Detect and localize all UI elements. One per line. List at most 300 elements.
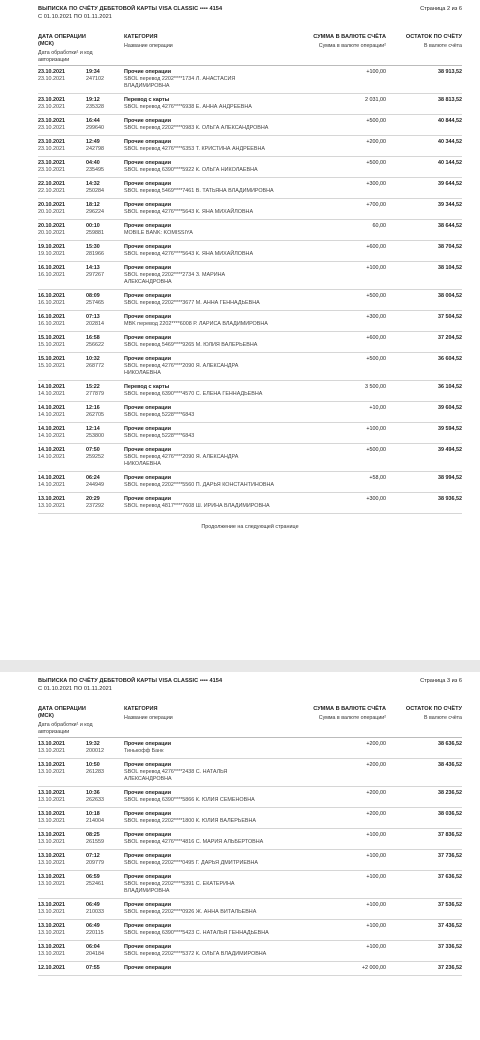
operation-date: 23.10.2021 xyxy=(38,118,65,124)
operation-category: Прочие операции xyxy=(124,475,172,481)
account-balance: 38 704,52 xyxy=(438,244,462,250)
table-row xyxy=(38,115,462,136)
account-balance: 38 813,52 xyxy=(438,97,462,103)
operation-time: 00:10 xyxy=(86,223,100,229)
operation-amount: +100,00 xyxy=(366,853,386,859)
processing-date: 23.10.2021 xyxy=(38,125,65,131)
processing-date: 16.10.2021 xyxy=(38,300,65,306)
processing-date: 23.10.2021 xyxy=(38,167,65,173)
table-row xyxy=(38,157,462,178)
processing-date: 13.10.2021 xyxy=(38,860,65,866)
operation-amount: +600,00 xyxy=(366,244,386,250)
operation-description: SBOL перевод 2202****0495 Г. ДАРЬЯ ДМИТРИЕВНА xyxy=(124,860,259,866)
operation-date: 20.10.2021 xyxy=(38,223,65,229)
account-balance: 38 004,52 xyxy=(438,293,462,299)
operation-category: Прочие операции xyxy=(124,923,172,929)
col-balance-sub: В валюте счёта xyxy=(423,43,462,49)
processing-date: 15.10.2021 xyxy=(38,363,65,369)
auth-code: 235328 xyxy=(86,104,104,110)
auth-code: 210033 xyxy=(86,909,104,915)
processing-date: 13.10.2021 xyxy=(38,818,65,824)
operation-amount: +700,00 xyxy=(366,202,386,208)
operation-time: 15:30 xyxy=(86,244,100,250)
col-sum-sub: Сумма в валюте операции² xyxy=(318,43,386,49)
operation-amount: +100,00 xyxy=(366,944,386,950)
auth-code: 204184 xyxy=(86,951,104,957)
operation-amount: +10,00 xyxy=(369,405,386,411)
operation-amount: +500,00 xyxy=(366,160,386,166)
col-category-header: КАТЕГОРИЯ xyxy=(124,34,158,40)
account-balance: 38 644,52 xyxy=(438,223,462,229)
auth-code: 259252 xyxy=(86,454,104,460)
operation-date: 16.10.2021 xyxy=(38,293,65,299)
operation-date: 13.10.2021 xyxy=(38,832,65,838)
operation-category: Прочие операции xyxy=(124,160,172,166)
table-row xyxy=(38,759,462,787)
operation-category: Прочие операции xyxy=(124,902,172,908)
account-balance: 39 604,52 xyxy=(438,405,462,411)
processing-date: 16.10.2021 xyxy=(38,272,65,278)
table-row xyxy=(38,850,462,871)
operation-time: 07:55 xyxy=(86,965,100,971)
operation-time: 14:32 xyxy=(86,181,100,187)
operation-description: SBOL перевод 2202****1800 К. ЮЛИЯ ВАЛЕРЬЕВНА xyxy=(124,818,257,824)
operation-date: 23.10.2021 xyxy=(38,69,65,75)
operation-description: SBOL перевод 4276****4816 С. МАРИЯ АЛЬБЕРТОВНА xyxy=(124,839,264,845)
account-balance: 37 204,52 xyxy=(438,335,462,341)
operation-date: 14.10.2021 xyxy=(38,384,65,390)
processing-date: 22.10.2021 xyxy=(38,188,65,194)
col-sum-header: СУММА В ВАЛЮТЕ СЧЁТА xyxy=(313,706,386,712)
auth-code: 247102 xyxy=(86,76,104,82)
processing-date: 14.10.2021 xyxy=(38,482,65,488)
operation-description: SBOL перевод 2202****1734 Л. АНАСТАСИЯ ВЛАДИМИРОВНА xyxy=(124,76,236,89)
processing-date: 20.10.2021 xyxy=(38,209,65,215)
operation-description: SBOL перевод 6390****5423 С. НАТАЛЬЯ ГЕННАДЬЕВНА xyxy=(124,930,269,936)
col-date-header: ДАТА ОПЕРАЦИИ (МСК) xyxy=(38,34,86,47)
col-category-header: КАТЕГОРИЯ xyxy=(124,706,158,712)
operation-date: 16.10.2021 xyxy=(38,265,65,271)
operation-description: SBOL перевод 4276****2438 С. НАТАЛЬЯ АЛЕКСАНДРОВНА xyxy=(124,769,228,782)
table-row xyxy=(38,899,462,920)
table-row xyxy=(38,402,462,423)
operation-time: 19:34 xyxy=(86,69,100,75)
processing-date: 14.10.2021 xyxy=(38,454,65,460)
operation-description: SBOL перевод 2202****0926 Ж. АННА ВИТАЛЬЕВНА xyxy=(124,909,257,915)
table-row xyxy=(38,808,462,829)
operation-time: 18:12 xyxy=(86,202,100,208)
table-row xyxy=(38,962,462,976)
operation-category: Прочие операции xyxy=(124,244,172,250)
operation-amount: +100,00 xyxy=(366,426,386,432)
statement-page-3 xyxy=(0,672,480,1040)
auth-code: 281966 xyxy=(86,251,104,257)
account-balance: 36 604,52 xyxy=(438,356,462,362)
operation-amount: 2 031,00 xyxy=(365,97,386,103)
column-headers xyxy=(38,34,462,66)
operation-category: Прочие операции xyxy=(124,944,172,950)
operation-amount: +200,00 xyxy=(366,741,386,747)
operation-amount: +200,00 xyxy=(366,790,386,796)
operation-category: Прочие операции xyxy=(124,356,172,362)
auth-code: 214004 xyxy=(86,818,104,824)
operation-category: Прочие операции xyxy=(124,181,172,187)
account-balance: 37 736,52 xyxy=(438,853,462,859)
auth-code: 237292 xyxy=(86,503,104,509)
auth-code: 250284 xyxy=(86,188,104,194)
statement-title: ВЫПИСКА ПО СЧЁТУ ДЕБЕТОВОЙ КАРТЫ VISA CLASSIC •••• 4154 xyxy=(38,678,223,684)
operation-time: 10:32 xyxy=(86,356,100,362)
table-row xyxy=(38,738,462,759)
operation-amount: +300,00 xyxy=(366,314,386,320)
auth-code: 209779 xyxy=(86,860,104,866)
operation-time: 08:25 xyxy=(86,832,100,838)
processing-date: 13.10.2021 xyxy=(38,909,65,915)
auth-code: 299640 xyxy=(86,125,104,131)
table-row xyxy=(38,444,462,472)
operation-amount: +100,00 xyxy=(366,874,386,880)
operation-description: SBOL перевод 2202****5391 С. ЕКАТЕРИНА ВЛАДИМИРОВНА xyxy=(124,881,235,894)
transactions-list xyxy=(38,738,462,976)
operation-category: Прочие операции xyxy=(124,874,172,880)
page-number: Страница 3 из 6 xyxy=(420,678,462,684)
operation-date: 23.10.2021 xyxy=(38,97,65,103)
col-balance-header: ОСТАТОК ПО СЧЁТУ xyxy=(405,34,462,40)
operation-amount: +300,00 xyxy=(366,181,386,187)
col-sum-sub: Сумма в валюте операции² xyxy=(318,715,386,721)
operation-description: SBOL перевод 4276****6938 Е. АННА АНДРЕЕВНА xyxy=(124,104,252,110)
operation-time: 16:44 xyxy=(86,118,100,124)
auth-code: 262633 xyxy=(86,797,104,803)
account-balance: 40 844,52 xyxy=(438,118,462,124)
statement-title: ВЫПИСКА ПО СЧЁТУ ДЕБЕТОВОЙ КАРТЫ VISA CLASSIC •••• 4154 xyxy=(38,6,223,12)
operation-date: 13.10.2021 xyxy=(38,923,65,929)
operation-time: 19:12 xyxy=(86,97,100,103)
operation-time: 07:12 xyxy=(86,853,100,859)
operation-time: 04:40 xyxy=(86,160,100,166)
operation-date: 12.10.2021 xyxy=(38,965,65,971)
table-row xyxy=(38,871,462,899)
operation-date: 13.10.2021 xyxy=(38,853,65,859)
table-row xyxy=(38,199,462,220)
processing-date: 14.10.2021 xyxy=(38,433,65,439)
operation-description: SBOL перевод 5228****6843 xyxy=(124,412,195,418)
operation-amount: +200,00 xyxy=(366,762,386,768)
account-balance: 36 104,52 xyxy=(438,384,462,390)
operation-amount: +600,00 xyxy=(366,335,386,341)
statement-period: С 01.10.2021 ПО 01.11.2021 xyxy=(38,13,112,20)
operation-amount: +58,00 xyxy=(369,475,386,481)
auth-code: 257465 xyxy=(86,300,104,306)
operation-date: 13.10.2021 xyxy=(38,811,65,817)
operation-time: 19:32 xyxy=(86,741,100,747)
operation-description: SBOL перевод 4817****7608 Ш. ИРИНА ВЛАДИМИРОВНА xyxy=(124,503,270,509)
table-row xyxy=(38,423,462,444)
operation-category: Прочие операции xyxy=(124,811,172,817)
operation-description: SBOL перевод 4276****6353 Т. КРИСТИНА АНДРЕЕВНА xyxy=(124,146,265,152)
operation-description: SBOL перевод 2202****0983 К. ОЛЬГА АЛЕКСАНДРОВНА xyxy=(124,125,269,131)
processing-date: 14.10.2021 xyxy=(38,412,65,418)
operation-category: Перевод с карты xyxy=(124,384,170,390)
operation-description: SBOL перевод 6390****5866 К. ЮЛИЯ СЕМЕНОВНА xyxy=(124,797,255,803)
operation-category: Прочие операции xyxy=(124,405,172,411)
auth-code: 242798 xyxy=(86,146,104,152)
table-row xyxy=(38,941,462,962)
operation-description: SBOL перевод 6390****5922 К. ОЛЬГА НИКОЛАЕВНА xyxy=(124,167,258,173)
auth-code: 297267 xyxy=(86,272,104,278)
operation-date: 15.10.2021 xyxy=(38,335,65,341)
operation-date: 13.10.2021 xyxy=(38,874,65,880)
account-balance: 37 236,52 xyxy=(438,965,462,971)
operation-amount: +100,00 xyxy=(366,265,386,271)
auth-code: 244949 xyxy=(86,482,104,488)
operation-time: 14:13 xyxy=(86,265,100,271)
processing-date: 13.10.2021 xyxy=(38,881,65,887)
operation-description: SBOL перевод 2202****5560 П. ДАРЬЯ КОНСТАНТИНОВНА xyxy=(124,482,275,488)
operation-category: Прочие операции xyxy=(124,314,172,320)
operation-category: Прочие операции xyxy=(124,335,172,341)
statement-period: С 01.10.2021 ПО 01.11.2021 xyxy=(38,685,112,692)
auth-code: 235495 xyxy=(86,167,104,173)
operation-date: 13.10.2021 xyxy=(38,790,65,796)
col-date-header: ДАТА ОПЕРАЦИИ (МСК) xyxy=(38,706,86,719)
operation-description: SBOL перевод 5469****7461 В. ТАТЬЯНА ВЛАДИМИРОВНА xyxy=(124,188,274,194)
processing-date: 14.10.2021 xyxy=(38,391,65,397)
continuation-note: Продолжение на следующей странице xyxy=(201,524,299,530)
table-row xyxy=(38,220,462,241)
operation-amount: 60,00 xyxy=(372,223,386,229)
operation-category: Перевод с карты xyxy=(124,97,170,103)
operation-amount: +500,00 xyxy=(366,293,386,299)
operation-date: 23.10.2021 xyxy=(38,160,65,166)
operation-time: 07:13 xyxy=(86,314,100,320)
operation-date: 22.10.2021 xyxy=(38,181,65,187)
auth-code: 296224 xyxy=(86,209,104,215)
table-row xyxy=(38,472,462,493)
col-balance-sub: В валюте счёта xyxy=(423,715,462,721)
col-date-sub: Дата обработки¹ и код авторизации xyxy=(38,722,93,735)
operation-description: SBOL перевод 4276****2090 Я. АЛЕКСАНДРА НИКОЛАЕВНА xyxy=(124,363,239,376)
table-row xyxy=(38,241,462,262)
page-header xyxy=(38,672,462,706)
operation-category: Прочие операции xyxy=(124,69,172,75)
operation-amount: +100,00 xyxy=(366,902,386,908)
operation-date: 23.10.2021 xyxy=(38,139,65,145)
operation-date: 19.10.2021 xyxy=(38,244,65,250)
operation-category: Прочие операции xyxy=(124,832,172,838)
table-row xyxy=(38,178,462,199)
operation-description: SBOL перевод 5469****9265 М. ЮЛИЯ ВАЛЕРЬЕВНА xyxy=(124,342,258,348)
table-row xyxy=(38,136,462,157)
account-balance: 38 936,52 xyxy=(438,496,462,502)
processing-date: 13.10.2021 xyxy=(38,930,65,936)
processing-date: 13.10.2021 xyxy=(38,769,65,775)
auth-code: 253800 xyxy=(86,433,104,439)
auth-code: 200012 xyxy=(86,748,104,754)
operation-category: Прочие операции xyxy=(124,293,172,299)
operation-category: Прочие операции xyxy=(124,741,172,747)
operation-category: Прочие операции xyxy=(124,965,172,971)
operation-description: SBOL перевод 5228****6843 xyxy=(124,433,195,439)
operation-date: 14.10.2021 xyxy=(38,405,65,411)
transactions-list xyxy=(38,66,462,514)
operation-amount: +200,00 xyxy=(366,139,386,145)
account-balance: 37 336,52 xyxy=(438,944,462,950)
auth-code: 256622 xyxy=(86,342,104,348)
table-row xyxy=(38,787,462,808)
operation-date: 16.10.2021 xyxy=(38,314,65,320)
operation-description: SBOL перевод 6390****4570 С. ЕЛЕНА ГЕННАДЬЕВНА xyxy=(124,391,263,397)
account-balance: 39 644,52 xyxy=(438,181,462,187)
operation-description: SBOL перевод 2202****2734 З. МАРИНА АЛЕКСАНДРОВНА xyxy=(124,272,226,285)
operation-amount: +100,00 xyxy=(366,923,386,929)
table-row xyxy=(38,381,462,402)
operation-amount: +200,00 xyxy=(366,811,386,817)
operation-time: 12:49 xyxy=(86,139,100,145)
operation-time: 06:49 xyxy=(86,923,100,929)
account-balance: 37 504,52 xyxy=(438,314,462,320)
processing-date: 13.10.2021 xyxy=(38,797,65,803)
page-header xyxy=(38,0,462,34)
operation-amount: +100,00 xyxy=(366,832,386,838)
processing-date: 16.10.2021 xyxy=(38,321,65,327)
operation-time: 06:49 xyxy=(86,902,100,908)
account-balance: 38 036,52 xyxy=(438,811,462,817)
processing-date: 23.10.2021 xyxy=(38,146,65,152)
processing-date: 13.10.2021 xyxy=(38,951,65,957)
col-date-sub: Дата обработки¹ и код авторизации xyxy=(38,50,93,63)
processing-date: 13.10.2021 xyxy=(38,748,65,754)
operation-time: 10:50 xyxy=(86,762,100,768)
operation-date: 20.10.2021 xyxy=(38,202,65,208)
table-row xyxy=(38,353,462,381)
operation-description: MBK перевод 2202****6008 Р. ЛАРИСА ВЛАДИМИРОВНА xyxy=(124,321,268,327)
operation-time: 06:59 xyxy=(86,874,100,880)
operation-time: 06:04 xyxy=(86,944,100,950)
table-row xyxy=(38,332,462,353)
account-balance: 38 913,52 xyxy=(438,69,462,75)
operation-category: Прочие операции xyxy=(124,118,172,124)
operation-description: SBOL перевод 4276****5643 К. ЯНА МИХАЙЛОВНА xyxy=(124,251,254,257)
operation-description: SBOL перевод 4276****5643 К. ЯНА МИХАЙЛОВНА xyxy=(124,209,254,215)
col-sum-header: СУММА В ВАЛЮТЕ СЧЁТА xyxy=(313,34,386,40)
account-balance: 37 836,52 xyxy=(438,832,462,838)
operation-date: 13.10.2021 xyxy=(38,741,65,747)
table-row xyxy=(38,920,462,941)
operation-date: 14.10.2021 xyxy=(38,426,65,432)
processing-date: 15.10.2021 xyxy=(38,342,65,348)
account-balance: 39 594,52 xyxy=(438,426,462,432)
operation-description: MOBILE BANK: KOMISSIYA xyxy=(124,230,193,236)
operation-amount: 3 500,00 xyxy=(365,384,386,390)
operation-time: 06:24 xyxy=(86,475,100,481)
operation-description: SBOL перевод 4276****2090 Я. АЛЕКСАНДРА НИКОЛАЕВНА xyxy=(124,454,239,467)
processing-date: 20.10.2021 xyxy=(38,230,65,236)
operation-amount: +500,00 xyxy=(366,356,386,362)
operation-amount: +500,00 xyxy=(366,118,386,124)
table-row xyxy=(38,94,462,115)
operation-category: Прочие операции xyxy=(124,447,172,453)
operation-description: Тинькофф Банк xyxy=(124,748,164,754)
operation-date: 14.10.2021 xyxy=(38,447,65,453)
operation-category: Прочие операции xyxy=(124,496,172,502)
auth-code: 252461 xyxy=(86,881,104,887)
table-row xyxy=(38,829,462,850)
processing-date: 23.10.2021 xyxy=(38,104,65,110)
operation-date: 13.10.2021 xyxy=(38,902,65,908)
operation-time: 15:22 xyxy=(86,384,100,390)
table-row xyxy=(38,262,462,290)
page-number: Страница 2 из 6 xyxy=(420,6,462,12)
table-row xyxy=(38,66,462,94)
auth-code: 268772 xyxy=(86,363,104,369)
operation-category: Прочие операции xyxy=(124,202,172,208)
operation-time: 12:16 xyxy=(86,405,100,411)
auth-code: 220115 xyxy=(86,930,104,936)
auth-code: 261283 xyxy=(86,769,104,775)
auth-code: 262705 xyxy=(86,412,104,418)
operation-amount: +300,00 xyxy=(366,496,386,502)
col-balance-header: ОСТАТОК ПО СЧЁТУ xyxy=(405,706,462,712)
account-balance: 38 236,52 xyxy=(438,790,462,796)
operation-amount: +2 000,00 xyxy=(361,965,386,971)
operation-amount: +500,00 xyxy=(366,447,386,453)
auth-code: 261559 xyxy=(86,839,104,845)
account-balance: 40 144,52 xyxy=(438,160,462,166)
account-balance: 37 436,52 xyxy=(438,923,462,929)
operation-date: 13.10.2021 xyxy=(38,496,65,502)
operation-description: SBOL перевод 2202****5372 К. ОЛЬГА ВЛАДИМИРОВНА xyxy=(124,951,267,957)
operation-date: 13.10.2021 xyxy=(38,944,65,950)
operation-time: 16:58 xyxy=(86,335,100,341)
auth-code: 259881 xyxy=(86,230,104,236)
account-balance: 38 636,52 xyxy=(438,741,462,747)
table-row xyxy=(38,311,462,332)
processing-date: 19.10.2021 xyxy=(38,251,65,257)
account-balance: 39 494,52 xyxy=(438,447,462,453)
processing-date: 13.10.2021 xyxy=(38,839,65,845)
operation-description: SBOL перевод 2202****3677 М. АННА ГЕННАДЬЕВНА xyxy=(124,300,260,306)
operation-category: Прочие операции xyxy=(124,139,172,145)
account-balance: 39 344,52 xyxy=(438,202,462,208)
operation-time: 10:36 xyxy=(86,790,100,796)
operation-amount: +100,00 xyxy=(366,69,386,75)
operation-time: 08:09 xyxy=(86,293,100,299)
operation-time: 10:18 xyxy=(86,811,100,817)
operation-time: 12:14 xyxy=(86,426,100,432)
operation-date: 15.10.2021 xyxy=(38,356,65,362)
processing-date: 23.10.2021 xyxy=(38,76,65,82)
account-balance: 38 104,52 xyxy=(438,265,462,271)
account-balance: 40 344,52 xyxy=(438,139,462,145)
operation-time: 07:50 xyxy=(86,447,100,453)
account-balance: 38 994,52 xyxy=(438,475,462,481)
operation-category: Прочие операции xyxy=(124,265,172,271)
operation-category: Прочие операции xyxy=(124,223,172,229)
operation-time: 20:29 xyxy=(86,496,100,502)
auth-code: 277879 xyxy=(86,391,104,397)
table-row xyxy=(38,290,462,311)
col-category-sub: Название операции xyxy=(124,43,173,49)
account-balance: 38 436,52 xyxy=(438,762,462,768)
operation-category: Прочие операции xyxy=(124,790,172,796)
column-headers xyxy=(38,706,462,738)
auth-code: 202814 xyxy=(86,321,104,327)
account-balance: 37 536,52 xyxy=(438,902,462,908)
operation-category: Прочие операции xyxy=(124,853,172,859)
processing-date: 13.10.2021 xyxy=(38,503,65,509)
operation-date: 14.10.2021 xyxy=(38,475,65,481)
